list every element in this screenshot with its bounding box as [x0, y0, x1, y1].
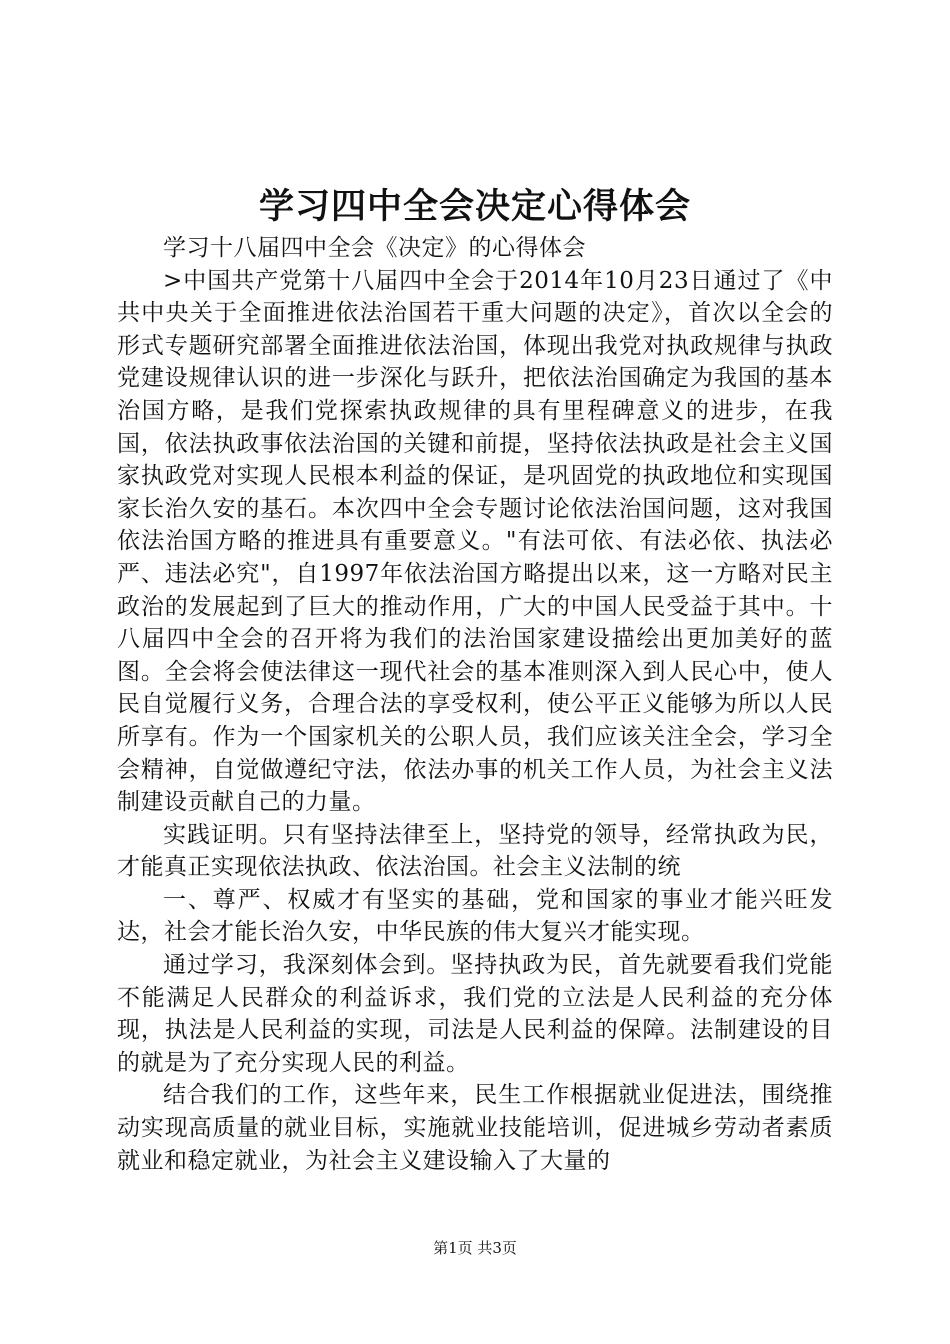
document-body — [117, 232, 833, 1177]
body-paragraph: 结合我们的工作，这些年来，民生工作根据就业促进法，围绕推动实现高质量的就业目标，实施就业技能培训，促进城乡劳动者素质就业和稳定就业，为社会主义建设输入了大量的 — [117, 1082, 833, 1174]
body-paragraph: 通过学习，我深刻体会到。坚持执政为民，首先就要看我们党能不能满足人民群众的利益诉求，我们党的立法是人民利益的充分体现，执法是人民利益的实现，司法是人民利益的保障。法制建设的目的就是为了充分实现人民的利益。 — [117, 952, 833, 1076]
subtitle-paragraph: 学习十八届四中全会《决定》的心得体会 — [163, 235, 586, 261]
body-paragraph: >中国共产党第十八届四中全会于2014年10月23日通过了《中共中央关于全面推进依法治国若干重大问题的决定》，首次以全会的形式专题研究部署全面推进依法治国，体现出我党对执政规律与执政党建设规律认识的进一步深化与跃升，把依法治国确定为我国的基本治国方略，是我们党探索执政规律的具有里程碑意义的进步，在我国，依法执政事依法治国的关键和前提，坚持依法执政是社会主义国家执政党对实现人民根本利益的保证，是巩固党的执政地位和实现国家长治久安的基石。本次四中全会专题讨论依法治国问题，这对我国依法治国方略的推进具有重要意义。"有法可依、有法必依、执法必严、违法必究"，自1997年依法治国方略提出以来，这一方略对民主政治的发展起到了巨大的推动作用，广大的中国人民受益于其中。十八届四中全会的召开将为我们的法治国家建设描绘出更加美好的蓝图。全会将会使法律这一现代社会的基本准则深入到人民心中，使人民自觉履行义务，合理合法的享受权利，使公平正义能够为所以人民所享有。作为一个国家机关的公职人员，我们应该关注全会，学习全会精神，自觉做遵纪守法，依法办事的机关工作人员，为社会主义法制建设贡献自己的力量。 — [117, 267, 833, 816]
page-number-footer: 第1页 共3页 — [433, 1239, 517, 1257]
body-paragraph: 实践证明。只有坚持法律至上，坚持党的领导，经常执政为民，才能真正实现依法执政、依法治国。社会主义法制的统 — [117, 821, 833, 881]
document-title: 学习四中全会决定心得体会 — [258, 186, 691, 227]
body-paragraph: 一、尊严、权威才有坚实的基础，党和国家的事业才能兴旺发达，社会才能长治久安，中华民族的伟大复兴才能实现。 — [117, 886, 833, 946]
